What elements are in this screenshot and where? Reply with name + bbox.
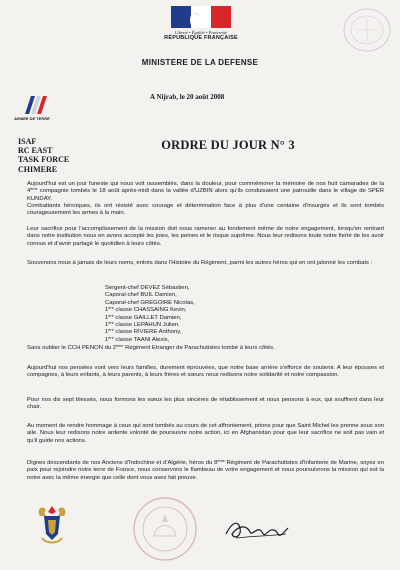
paragraph-4: Souvenons nous à jamais de leurs noms, entrés dans l'Histoire du Régiment, parmi les autres héros qui en ont jalonné les combats : xyxy=(27,260,373,266)
name-text: Caporal-chef GREGOIRE Nicolas, xyxy=(105,299,195,306)
paragraph-9 xyxy=(27,460,384,482)
name-text: classe GAILLET Damien, xyxy=(113,314,182,321)
p1-text-b: compagnie tombés le 18 août après-midi dans la vallée d'UZBIN alors qu'ils conduisaient une patrouille dans le village de SPER KUNDAY. xyxy=(27,188,384,202)
handwritten-signature xyxy=(222,514,292,544)
order-title xyxy=(0,138,400,156)
list-item xyxy=(105,329,195,336)
name-rank: 1 xyxy=(105,336,109,343)
name-sup: ère xyxy=(108,313,114,318)
regiment-insignia xyxy=(34,502,70,546)
p1-text-a: Aujourd'hui est un jour funeste qui nous voit rassemblés, dans la douleur, pour commémorer la mémoire de nos huit camarades de la 4 xyxy=(27,181,384,195)
place-date: A Nijrab, le 20 août 2008 xyxy=(150,93,225,101)
official-seal xyxy=(132,496,198,562)
p1-sup: ème xyxy=(30,187,38,192)
p9-text-a: Dignes descendants de nos Anciens d'Indochine et d'Algérie, héros du 8 xyxy=(27,460,218,466)
army-logo-label: ARMEE DE TERRE xyxy=(14,116,50,121)
name-sup: ère xyxy=(108,335,114,340)
name-rank: 1 xyxy=(105,307,109,314)
paragraph-7: Pour nos dix sept blessés, nous formons les vœux les plus sincères de rétablissement et nous pensons à eux, qui souffrent dans leur chair. xyxy=(27,397,384,411)
list-item xyxy=(105,285,195,292)
unit-line: ISAF xyxy=(18,137,37,146)
paragraph-6: Aujourd'hui nos pensées vont vers leurs familles, durement éprouvées, que notre base arrière s'efforce de soutenir. A leur épouses et compagnes, à leurs enfants, à leurs parents, à leurs frères et sœurs nous redisons notre solidarité et notre compassion. xyxy=(27,365,384,379)
republic-name: RÉPUBLIQUE FRANÇAISE xyxy=(164,35,238,41)
name-sup: ère xyxy=(108,321,114,326)
name-text: classe LEPAHUN Julien. xyxy=(113,322,180,329)
name-text: Caporal-chef BUIL Damien, xyxy=(105,292,177,299)
armee-de-terre-logo xyxy=(14,96,58,128)
marianne-profile-icon xyxy=(185,8,207,26)
motto: Liberté • Égalité • Fraternité xyxy=(174,30,228,35)
p9-sup: ème xyxy=(217,459,225,463)
name-rank: 1 xyxy=(105,322,109,329)
republique-francaise-logo xyxy=(164,6,238,41)
p5-text-b: Régiment Etranger de Parachutistes tombé à leurs côtés. xyxy=(123,345,275,351)
p5-text-a: Sans oublier le CCH PENON du 2 xyxy=(27,345,117,351)
name-rank: 1 xyxy=(105,329,109,336)
list-item xyxy=(105,307,195,314)
faded-stamp xyxy=(342,6,392,54)
paragraph-8: Au moment de rendre hommage à ceux qui sont tombés au cours de cet affrontement, prions pour que Saint Michel les prenne sous son aile. Nous leur redisons notre ardente volonté de poursuivre notre action, ici en Afghanistan pour que leur sacrifice ne soit pas vain et qu'il guide nos actions. xyxy=(27,423,384,444)
order-title-text: ORDRE DU JOUR N° 3 xyxy=(161,138,295,152)
p9-text-b: Régiment de Parachutistes d'Infanterie de Marine, soyez en paix pour rejoindre notre terre de France, nous conservons le flambeau de votre engagement et nous poursuivrons la mission qui est la notre avec la même énergie que celle dont vous avez fait preuve. xyxy=(27,460,384,481)
name-text: Sergent-chef DEVEZ Sébastien, xyxy=(105,285,190,291)
ministry-name: MINISTERE DE LA DEFENSE xyxy=(141,58,259,67)
list-item xyxy=(105,315,195,322)
tricolor-bars-icon xyxy=(28,96,44,114)
list-item xyxy=(105,292,195,299)
unit-line: TASK FORCE xyxy=(18,155,70,165)
paragraph-5 xyxy=(27,345,384,352)
name-text: classe TAANI Alexis, xyxy=(113,336,170,343)
unit-line: CHIMERE xyxy=(18,164,58,174)
name-rank: 1 xyxy=(105,314,109,321)
paragraph-3: Leur sacrifice pour l'accomplissement de la mission doit nous ramener au fondement même de notre engagement, lorsqu'en rentrant dans notre institution nous en avons accepté les joies, les peines et le risque suprême. Nous leur redisons toute notre fierté de les avoir connus et d'avoir partagé le quotidien à leurs côtés. xyxy=(27,226,384,247)
tricolor-flag xyxy=(171,6,231,28)
names-list xyxy=(105,285,195,344)
paragraph-1 xyxy=(27,181,384,217)
name-sup: ère xyxy=(108,306,114,311)
p5-sup: ème xyxy=(116,344,124,348)
name-text: classe CHASSAING Kevin, xyxy=(113,307,187,314)
name-sup: ère xyxy=(108,328,114,333)
unit-line: RC EAST xyxy=(18,146,53,156)
paragraph-2: Combattants héroïques, ils ont résisté avec courage et détermination face à plus d'une centaine d'insurgés et ils sont tombés courageusement les armes à la main. xyxy=(27,202,384,217)
name-text: classe RIVIERE Anthony, xyxy=(113,329,182,336)
